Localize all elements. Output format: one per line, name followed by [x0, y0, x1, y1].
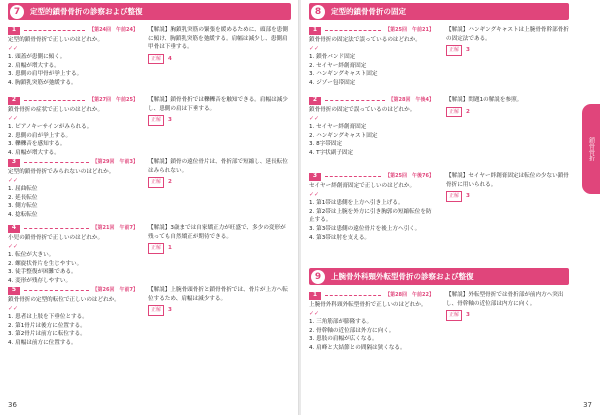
question-number: 1 [8, 27, 20, 35]
option: 3. 徒手整復が困難である。 [8, 269, 77, 276]
option: 3. 患側の肩甲骨が挙上する。 [8, 71, 83, 78]
answer-label: 正解 [446, 191, 462, 202]
question-block [8, 26, 138, 88]
explanation: 【解説】上腕骨頭骨折と鎖骨骨折では、骨片が上方へ転位するため、肩幅は減少する。 [148, 287, 288, 302]
question-block [8, 96, 138, 158]
question-block [309, 96, 434, 158]
question-source: 【第24回 午前24】 [89, 27, 138, 34]
question-number: 3 [309, 173, 321, 181]
section-header [309, 268, 569, 285]
answer-label: 正解 [148, 115, 164, 126]
question-source: 【第25回 午前21】 [385, 27, 434, 34]
section-number: 7 [10, 5, 24, 19]
option: 2. 患側の肩が挙上する。 [8, 132, 72, 139]
answer-label: 正解 [148, 177, 164, 188]
question-number: 1 [309, 27, 321, 35]
check-icon: ✓✓ [309, 44, 320, 52]
check-icon: ✓✓ [8, 304, 19, 312]
answer-value: 4 [168, 55, 172, 62]
explanation: 【解説】外転型骨折では骨折部が前内方へ突出し、骨幹軸の近位部は内方に向く。 [446, 292, 564, 307]
option: 2. 骨幹軸の近位部は外方に向く。 [309, 327, 395, 334]
explanation: 【解説】鎖骨骨折では轢轢音を触知できる。肩幅は減少し、患側の肩は下垂する。 [148, 97, 288, 112]
question-source: 【第27回 午前25】 [89, 97, 138, 104]
check-icon: ✓✓ [309, 114, 320, 122]
check-icon: ✓✓ [309, 309, 320, 317]
option: 3. ハンギングキャスト固定 [309, 71, 378, 78]
question-stem: 定型的鎖骨骨折で正しいのはどれか。 [8, 37, 104, 43]
answer-value: 3 [466, 193, 470, 200]
answer-block [148, 26, 291, 64]
option: 3. 第2骨片は前方に転位する。 [8, 331, 86, 338]
section-title: 定型的鎖骨骨折の診察および整復 [30, 7, 143, 16]
check-icon: ✓✓ [309, 190, 320, 198]
chapter-side-tab: 鎖骨骨折 [582, 104, 600, 194]
page-number: 36 [8, 401, 17, 409]
option: 3. 患肢の肩幅が広くなる。 [309, 336, 378, 343]
option: 1. 鎖骨バンド固定 [309, 54, 356, 61]
check-icon: ✓✓ [8, 44, 19, 52]
option: 1. 三角筋部が膨隆する。 [309, 319, 373, 326]
answer-block [446, 172, 571, 202]
page-number: 37 [583, 401, 592, 409]
answer-block [446, 26, 571, 56]
question-stem: 鎖骨骨折の固定で誤っているのはどれか。 [309, 107, 416, 113]
question-stem: セイヤー絆創膏固定で正しいのはどれか。 [309, 183, 416, 189]
check-icon: ✓✓ [8, 242, 19, 250]
explanation: 【解説】3歳までは自家矯正力が旺盛で、多少の変形が残っても自然矯正が期待できる。 [148, 225, 286, 240]
option: 4. 肩幅は前方に位置する。 [8, 339, 77, 346]
option: 2. 肩幅が増大する。 [8, 62, 60, 69]
question-block [309, 172, 434, 242]
question-block [8, 286, 138, 348]
section-title: 定型的鎖骨骨折の固定 [331, 7, 406, 16]
option: 3. 8字帯固定 [309, 141, 343, 148]
answer-value: 3 [466, 47, 470, 54]
answer-label: 正解 [446, 107, 462, 118]
question-stem: 鎖骨骨折の症状で正しいのはどれか。 [8, 107, 104, 113]
answer-block [148, 286, 291, 316]
option: 2. 第2帯は上腕を外方に引き胸郭の短縮転位を防止する。 [309, 208, 432, 224]
divider [24, 100, 85, 101]
option: 3. 第3帯は患側の遠位骨片を後上方へ引く。 [309, 225, 421, 232]
answer-label: 正解 [148, 243, 164, 254]
option: 1. 転位が大きい。 [8, 252, 55, 259]
option: 3. 側方転位 [8, 203, 38, 210]
answer-value: 3 [466, 312, 470, 319]
right-page [301, 0, 600, 415]
answer-value: 3 [168, 117, 172, 124]
option: 4. 変形が残存しやすい。 [8, 277, 72, 284]
option: 2. セイヤー絆創膏固定 [309, 62, 367, 69]
option: 4. 肩幅が増大する。 [8, 149, 60, 156]
divider [24, 290, 89, 291]
option: 1. 頭蓋が患側に傾く。 [8, 54, 66, 61]
option: 4. 第3帯は肘を支える。 [309, 234, 371, 241]
answer-label: 正解 [446, 310, 462, 321]
divider [325, 30, 381, 31]
question-source: 【第28回 午前22】 [385, 292, 434, 299]
option: 4. 胸鎖乳突筋が弛緩する。 [8, 79, 77, 86]
question-number: 3 [8, 159, 20, 167]
section-number: 8 [311, 5, 325, 19]
question-stem: 鎖骨骨折の固定法で誤っているのはどれか。 [309, 37, 421, 43]
question-stem: 上腕骨外科頸外転型骨折で正しいのはどれか。 [309, 302, 427, 308]
answer-value: 2 [466, 108, 470, 115]
question-number: 5 [8, 287, 20, 295]
question-stem: 鎖骨骨折の定型的転位で正しいのはどれか。 [8, 297, 120, 303]
answer-block [148, 96, 291, 126]
option: 4. 捻転転位 [8, 211, 38, 218]
answer-value: 1 [168, 245, 172, 252]
section-number: 9 [311, 270, 325, 284]
explanation: 【解説】胸鎖乳突筋の緊張を緩めるために、頭部を患側に傾け、胸鎖乳突筋を弛緩する。肩幅は減少し、患側肩甲骨は下垂する。 [148, 27, 288, 51]
question-stem: 小児の鎖骨骨折で正しいのはどれか。 [8, 235, 104, 241]
option: 2. 第1骨片は後方に位置する。 [8, 322, 86, 329]
option: 1. 患者は上肢を下垂位とする。 [8, 314, 88, 321]
question-stem: 定型的鎖骨骨折でみられないのはどれか。 [8, 169, 115, 175]
divider [325, 100, 385, 101]
question-source: 【第28回 午後4】 [388, 97, 434, 104]
answer-block [148, 224, 291, 254]
divider [24, 162, 89, 163]
option: 1. 第1帯は患側を上方へ引き上げる。 [309, 200, 404, 207]
answer-label: 正解 [148, 305, 164, 316]
question-block [309, 291, 434, 353]
question-number: 2 [309, 97, 321, 105]
question-source: 【第21回 午前7】 [92, 225, 138, 232]
option: 2. 延長転位 [8, 194, 38, 201]
option: 4. ジゾー包帯固定 [309, 79, 356, 86]
divider [24, 30, 85, 31]
question-source: 【第25回 午後76】 [385, 173, 434, 180]
option: 1. 屈曲転位 [8, 186, 38, 193]
answer-block [148, 158, 291, 188]
option: 4. T字状副子固定 [309, 149, 354, 156]
check-icon: ✓✓ [8, 114, 19, 122]
answer-label: 正解 [148, 54, 164, 65]
answer-value: 3 [168, 307, 172, 314]
question-number: 4 [8, 225, 20, 233]
question-block [309, 26, 434, 88]
option: 4. 肩峰と大結節との間隔は狭くなる。 [309, 344, 406, 351]
explanation: 【解説】問題1の解説を参照。 [446, 97, 523, 103]
option: 2. 螺旋状骨片を生じやすい。 [8, 260, 83, 267]
explanation: 【解説】ハンギングキャストは上腕骨骨幹部骨折の固定法である。 [446, 27, 569, 42]
option: 1. ピアノキーサインがみられる。 [8, 124, 93, 131]
option: 1. セイヤー絆創膏固定 [309, 124, 367, 131]
section-title: 上腕骨外科頸外転型骨折の診察および整復 [331, 272, 474, 281]
explanation: 【解説】鎖骨の遠位骨片は、骨折部で短縮し、延長転位はみられない。 [148, 159, 288, 174]
answer-label: 正解 [446, 45, 462, 56]
question-source: 【第26回 午前7】 [92, 287, 138, 294]
left-page [0, 0, 299, 415]
question-source: 【第29回 午前3】 [92, 159, 138, 166]
answer-value: 2 [168, 179, 172, 186]
question-block [8, 158, 138, 220]
option: 2. ハンギングキャスト固定 [309, 132, 378, 139]
explanation: 【解説】セイヤー絆創膏固定は転位の少ない鎖骨骨折に用いられる。 [446, 173, 569, 188]
question-number: 2 [8, 97, 20, 105]
check-icon: ✓✓ [8, 176, 19, 184]
section-header [8, 3, 291, 20]
answer-block [446, 291, 571, 321]
section-header [309, 3, 569, 20]
question-number: 1 [309, 292, 321, 300]
divider [24, 228, 89, 229]
answer-block [446, 96, 571, 117]
divider [325, 176, 381, 177]
question-block [8, 224, 138, 286]
divider [325, 295, 381, 296]
option: 3. 轢轢音を感知する。 [8, 141, 66, 148]
